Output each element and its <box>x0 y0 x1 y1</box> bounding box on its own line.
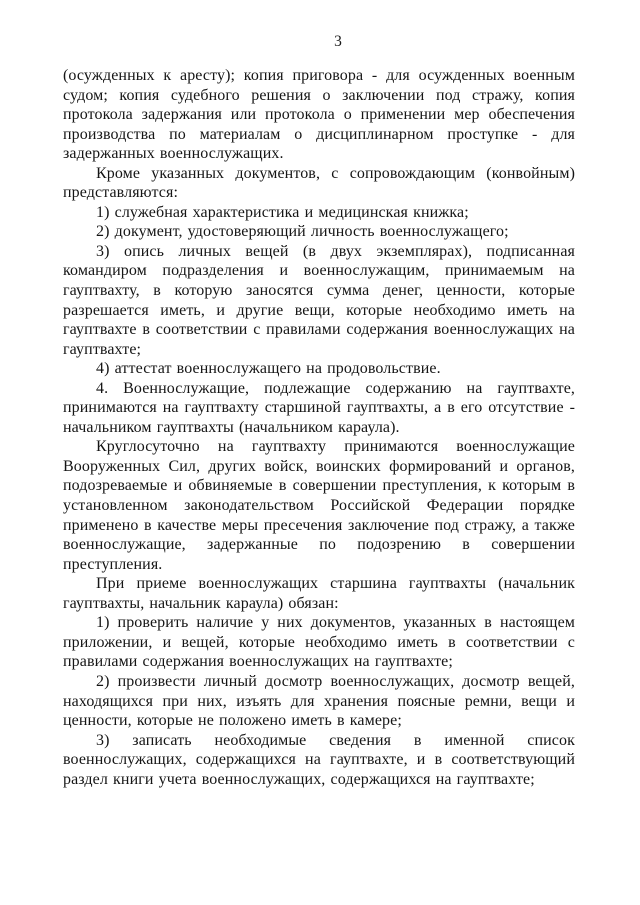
paragraph: 2) произвести личный досмотр военнослужащих, досмотр вещей, находящихся при них, изъять для хранения поясные ремни, вещи и ценности, которые не положено иметь в камере; <box>63 672 575 730</box>
paragraph: Кроме указанных документов, с сопровождающим (конвойным) представляются: <box>63 164 575 202</box>
paragraph: 3) опись личных вещей (в двух экземплярах), подписанная командиром подразделения и военнослужащим, принимаемым на гауптвахту, в которую заносятся сумма денег, ценности, которые разрешается иметь, и другие вещи, которые необходимо иметь на гауптвахте в соответствии с правилами содержания военнослужащих на гауптвахте; <box>63 242 575 358</box>
paragraph: 1) проверить наличие у них документов, указанных в настоящем приложении, и вещей, которые необходимо иметь в соответствии с правилами содержания военнослужащих на гауптвахте; <box>63 614 575 671</box>
paragraph: (осужденных к аресту); копия приговора - для осужденных военным судом; копия судебного решения о заключении под стражу, копия протокола задержания или протокола о применении мер обеспечения производства по материалам о дисциплинарном проступке - для задержанных военнослужащих. <box>63 67 575 163</box>
page-number: 3 <box>334 33 342 50</box>
paragraph: 3) записать необходимые сведения в именной список военнослужащих, содержащихся на гауптвахте, и в соответствующий раздел книги учета военнослужащих, содержащихся на гауптвахте; <box>63 731 575 788</box>
paragraph: 1) служебная характеристика и медицинская книжка; <box>96 203 469 221</box>
paragraph: 2) документ, удостоверяющий личность военнослужащего; <box>96 223 509 241</box>
document-body <box>63 66 575 789</box>
paragraph: При приеме военнослужащих старшина гауптвахты (начальник гауптвахты, начальник караула) обязан: <box>63 575 575 612</box>
paragraph: Круглосуточно на гауптвахту принимаются военнослужащие Вооруженных Сил, других войск, воинских формирований и органов, подозреваемые и обвиняемые в совершении преступления, к которым в установленном законодательством Российской Федерации порядке применено в качестве меры пресечения заключение под стражу, а также военнослужащие, задержанные по подозрению в совершении преступления. <box>63 438 575 573</box>
paragraph: 4) аттестат военнослужащего на продовольствие. <box>96 360 441 378</box>
paragraph: 4. Военнослужащие, подлежащие содержанию на гауптвахте, принимаются на гауптвахту старшиной гауптвахты, а в его отсутствие - начальником гауптвахты (начальником караула). <box>63 379 575 436</box>
